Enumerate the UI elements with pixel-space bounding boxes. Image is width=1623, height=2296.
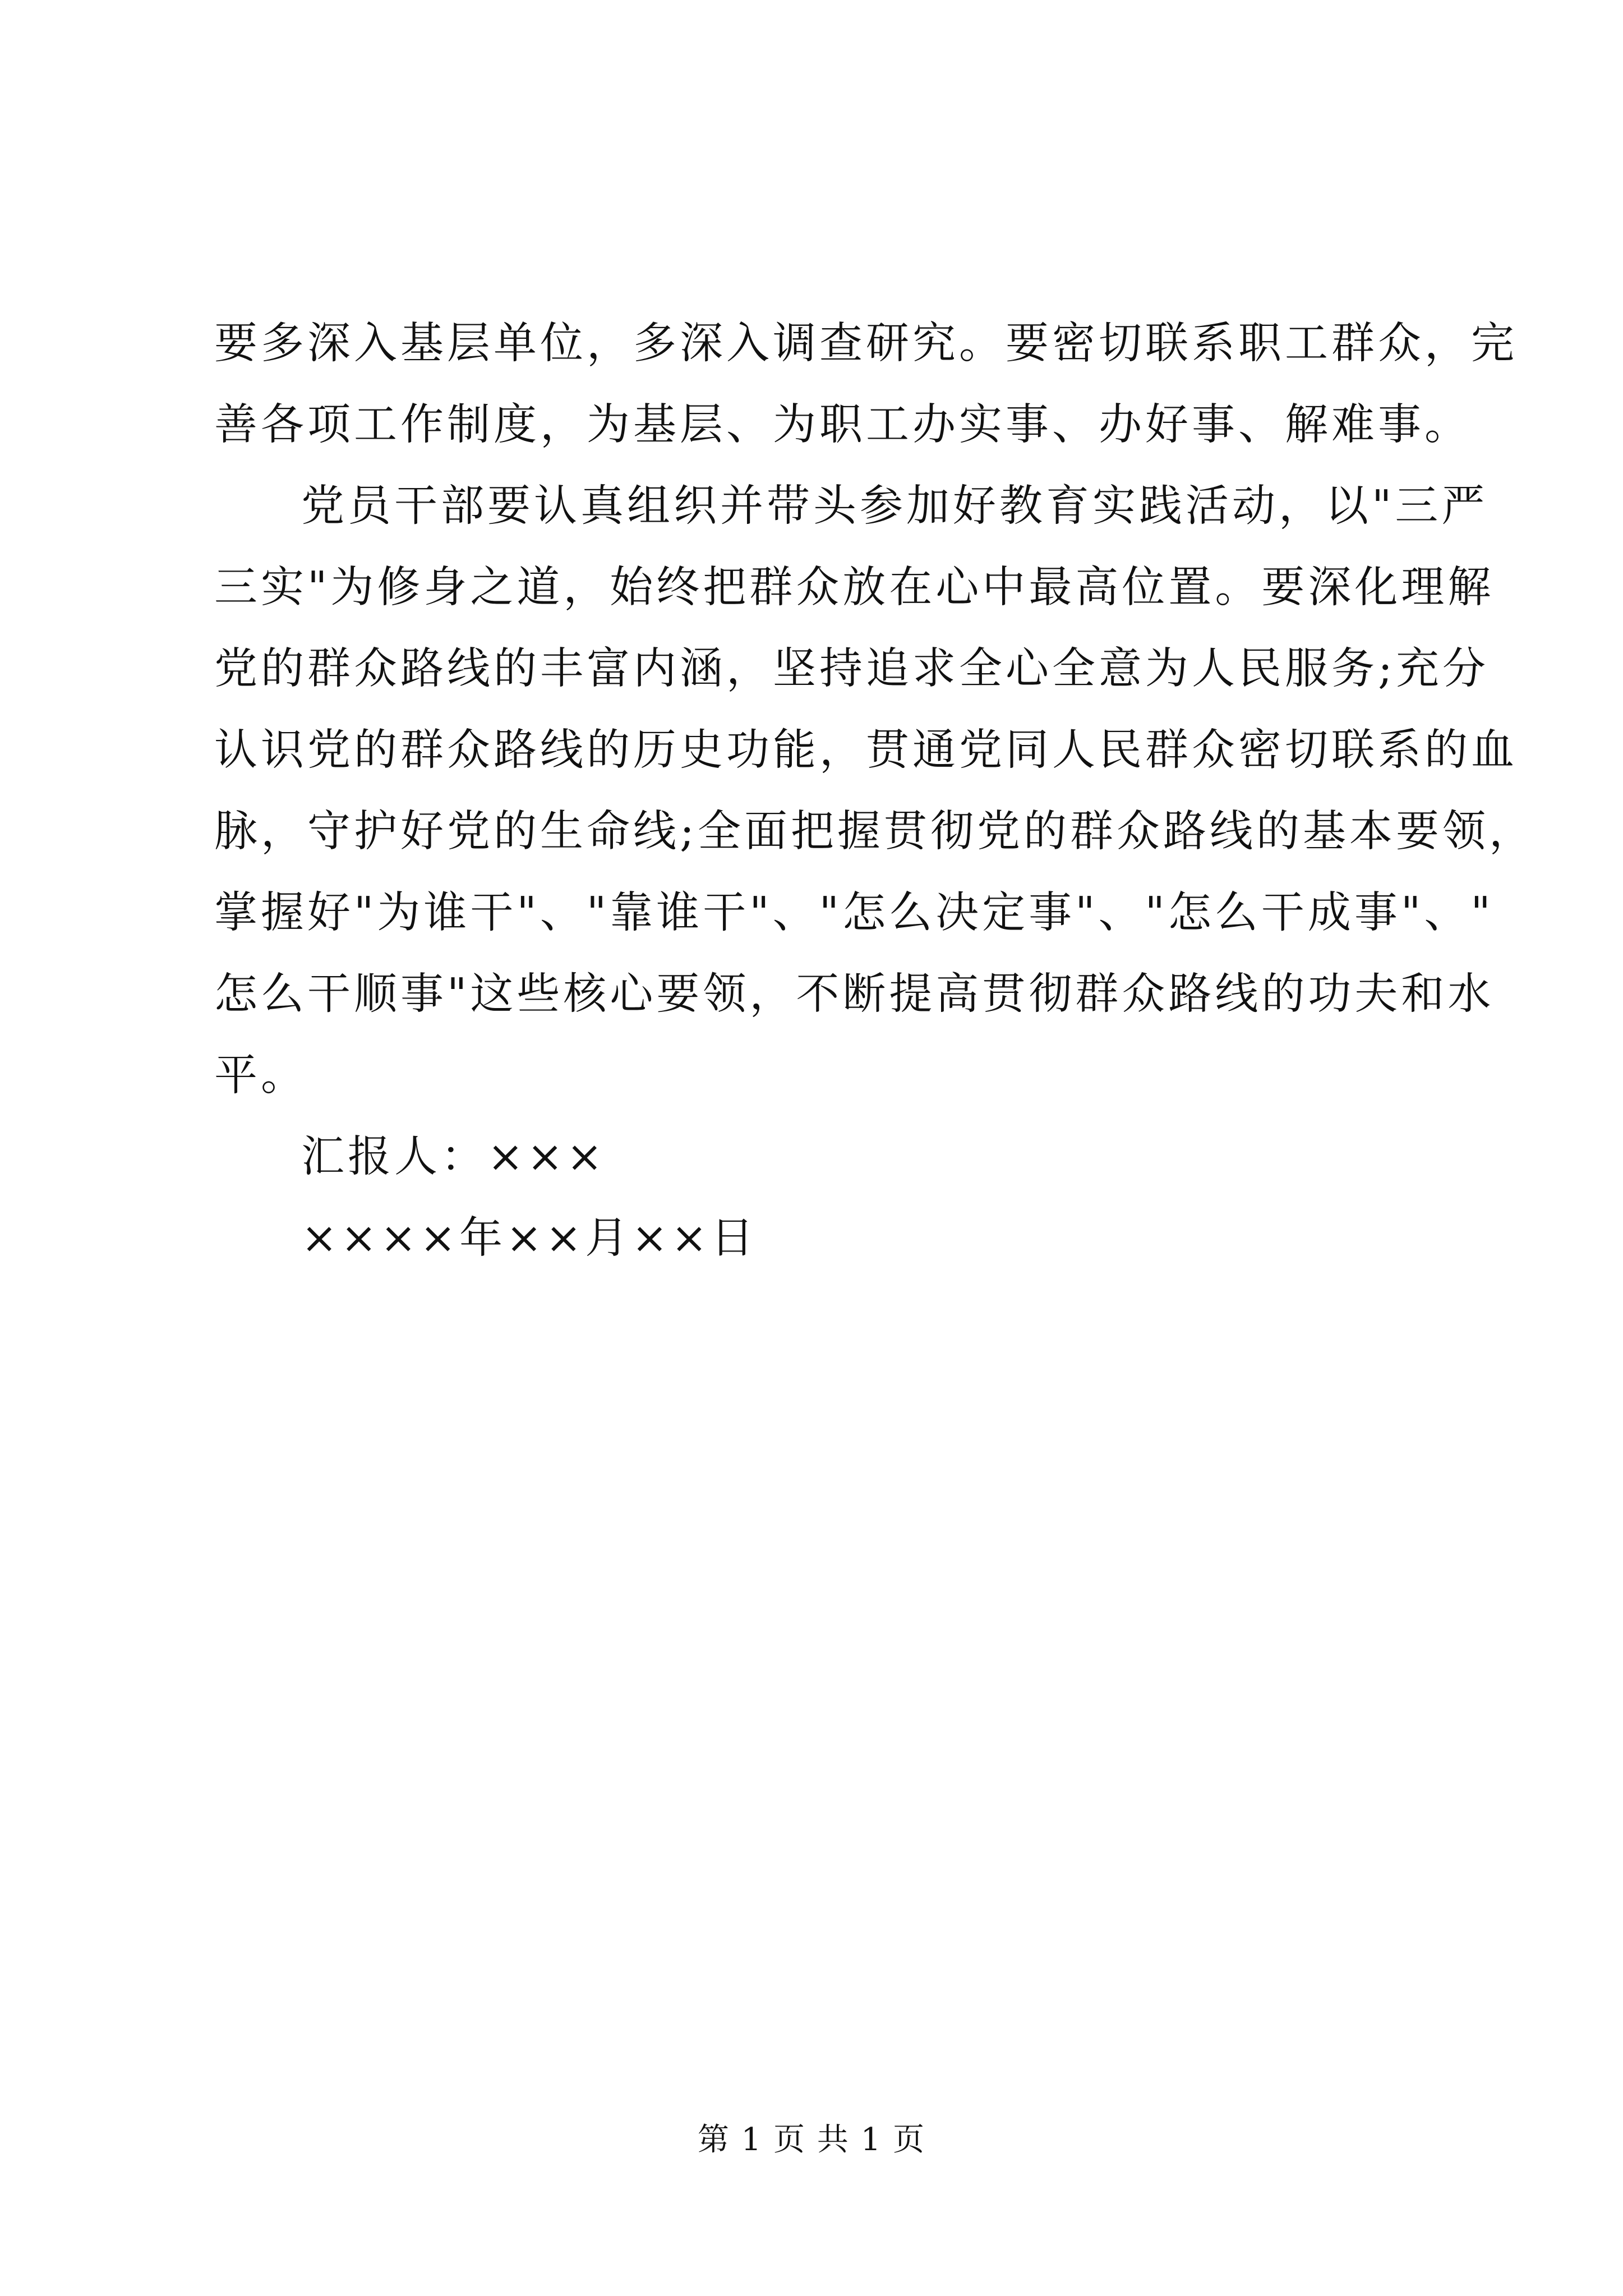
paragraph-2-line-7: 怎么干顺事"这些核心要领，不断提高贯彻群众路线的功夫和水 xyxy=(214,969,1495,1019)
paragraph-2-line-2: 三实"为修身之道，始终把群众放在心中最高位置。要深化理解 xyxy=(214,563,1495,613)
date-line: ××××年××月××日 xyxy=(301,1213,758,1263)
paragraph-2-line-4: 认识党的群众路线的历史功能，贯通党同人民群众密切联系的血 xyxy=(214,725,1518,775)
paragraph-2-line-5: 脉，守护好党的生命线;全面把握贯彻党的群众路线的基本要领， xyxy=(214,807,1536,857)
paragraph-2-line-1: 党员干部要认真组织并带头参加好教育实践活动，以"三严 xyxy=(301,481,1488,531)
paragraph-1-line-2: 善各项工作制度，为基层、为职工办实事、办好事、解难事。 xyxy=(214,400,1471,450)
paragraph-2-line-3: 党的群众路线的丰富内涵，坚持追求全心全意为人民服务;充分 xyxy=(214,644,1489,694)
paragraph-2-line-8: 平。 xyxy=(214,1051,307,1101)
paragraph-1-line-1: 要多深入基层单位，多深入调查研究。要密切联系职工群众，完 xyxy=(214,319,1518,369)
document-body xyxy=(214,303,1536,1279)
paragraph-2-line-6: 掌握好"为谁干"、"靠谁干"、"怎么决定事"、"怎么干成事"、" xyxy=(214,888,1494,938)
page-number-footer: 第 1 页 共 1 页 xyxy=(697,2122,926,2158)
reporter-line: 汇报人：××× xyxy=(301,1132,606,1182)
